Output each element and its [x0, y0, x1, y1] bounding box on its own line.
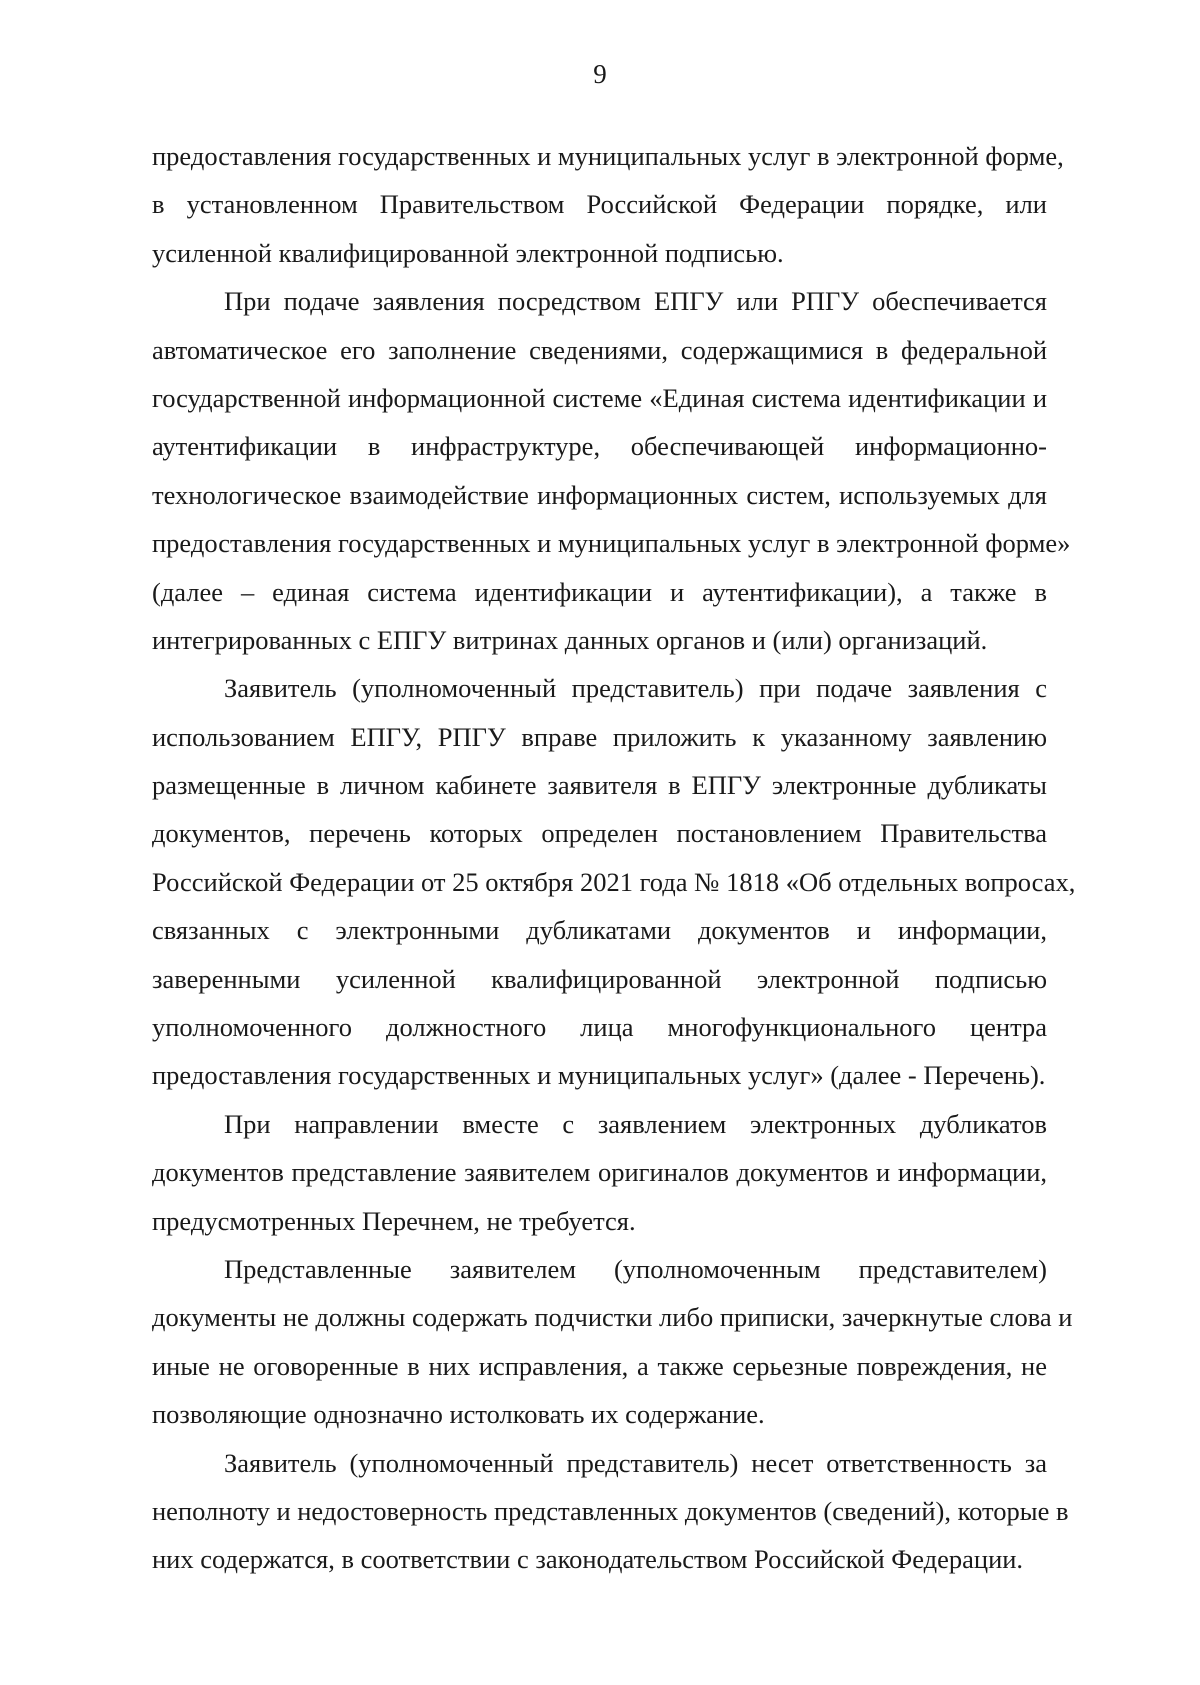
text-line: документов представление заявителем оригиналов документов и информации,	[152, 1157, 1047, 1188]
text-line: предоставления государственных и муниципальных услуг в электронной форме»	[152, 528, 1071, 559]
text-line: размещенные в личном кабинете заявителя в ЕПГУ электронные дубликаты	[152, 770, 1047, 801]
text-line: Заявитель (уполномоченный представитель) несет ответственность за	[224, 1447, 1047, 1478]
text-line: государственной информационной системе «Единая система идентификации и	[152, 382, 1047, 413]
text-line: связанных с электронными дубликатами документов и информации,	[152, 915, 1047, 946]
text-line: использованием ЕПГУ, РПГУ вправе приложить к указанному заявлению	[152, 721, 1047, 752]
text-line: автоматическое его заполнение сведениями, содержащимися в федеральной	[152, 334, 1047, 365]
text-line: Заявитель (уполномоченный представитель) при подаче заявления с	[224, 673, 1047, 704]
text-line: иные не оговоренные в них исправления, а также серьезные повреждения, не	[152, 1350, 1047, 1381]
text-line: Российской Федерации от 25 октября 2021 года № 1818 «Об отдельных вопросах,	[152, 866, 1076, 897]
text-line: предоставления государственных и муниципальных услуг в электронной форме,	[152, 141, 1064, 171]
document-body	[152, 132, 1076, 1584]
text-line: технологическое взаимодействие информационных систем, используемых для	[152, 479, 1047, 510]
page-number: 9	[593, 59, 607, 89]
text-line: предоставления государственных и муниципальных услуг» (далее - Перечень).	[152, 1060, 1046, 1091]
text-line: Представленные заявителем (уполномоченным представителем)	[224, 1253, 1047, 1284]
text-line: документы не должны содержать подчистки либо приписки, зачеркнутые слова и	[152, 1302, 1073, 1333]
text-line: документов, перечень которых определен постановлением Правительства	[152, 818, 1047, 849]
text-line: заверенными усиленной квалифицированной электронной подписью	[152, 963, 1047, 994]
text-line: аутентификации в инфраструктуре, обеспечивающей информационно-	[152, 431, 1047, 462]
text-line: в установленном Правительством Российской Федерации порядке, или	[152, 189, 1047, 220]
text-line: предусмотренных Перечнем, не требуется.	[152, 1205, 636, 1236]
text-line: усиленной квалифицированной электронной подписью.	[152, 237, 784, 268]
text-line: них содержатся, в соответствии с законодательством Российской Федерации.	[152, 1544, 1024, 1575]
text-line: позволяющие однозначно истолковать их содержание.	[152, 1399, 765, 1430]
text-line: уполномоченного должностного лица многофункционального центра	[152, 1012, 1047, 1043]
text-line: При направлении вместе с заявлением электронных дубликатов	[224, 1108, 1047, 1139]
text-line: При подаче заявления посредством ЕПГУ или РПГУ обеспечивается	[224, 286, 1047, 317]
text-line: (далее – единая система идентификации и аутентификации), а также в	[152, 576, 1047, 607]
text-line: интегрированных с ЕПГУ витринах данных органов и (или) организаций.	[152, 624, 988, 655]
text-line: неполноту и недостоверность представленных документов (сведений), которые в	[152, 1495, 1069, 1526]
